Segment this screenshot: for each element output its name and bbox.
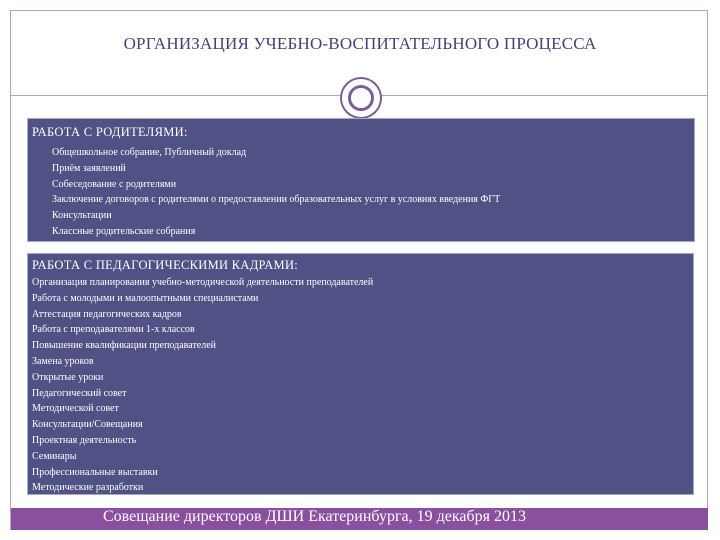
parents-panel <box>27 118 695 242</box>
list-item: Проектная деятельность <box>32 434 137 446</box>
footer-bar <box>11 508 708 530</box>
list-item: Собеседование с родителями <box>52 178 177 190</box>
list-item: Педагогический совет <box>32 387 127 399</box>
divider-left <box>11 95 342 96</box>
footer-text: Совещание директоров ДШИ Екатеринбурга, 19 декабря 2013 <box>103 508 526 525</box>
list-item: Семинары <box>32 450 77 462</box>
list-item: Замена уроков <box>32 355 94 367</box>
list-item: Повышение квалификации преподавателей <box>32 340 217 352</box>
staff-list <box>32 275 373 496</box>
staff-heading: РАБОТА С ПЕДАГОГИЧЕСКИМИ КАДРАМИ: <box>32 258 299 272</box>
parents-list <box>52 145 500 240</box>
list-item: Консультации/Совещания <box>32 419 143 431</box>
list-item: Методические разработки <box>32 482 144 494</box>
list-item: Работа с преподавателями 1-х классов <box>32 324 195 336</box>
staff-panel <box>27 253 694 495</box>
list-item: Открытые уроки <box>32 371 104 383</box>
slide-title: ОРГАНИЗАЦИЯ УЧЕБНО-ВОСПИТАТЕЛЬНОГО ПРОЦЕССА <box>123 34 597 53</box>
list-item: Методической совет <box>32 403 119 415</box>
list-item: Организация планирования учебно-методической деятельности преподавателей <box>32 277 374 288</box>
list-item: Консультации <box>52 210 112 222</box>
list-item: Приём заявлений <box>52 162 126 174</box>
list-item: Заключение договоров с родителями о предоставлении образовательных услуг в условиях введения ФГТ <box>52 194 501 206</box>
list-item: Аттестация педагогических кадров <box>32 308 182 320</box>
parents-heading: РАБОТА С РОДИТЕЛЯМИ: <box>32 125 188 139</box>
divider-right <box>380 95 707 96</box>
list-item: Общешкольное собрание, Публичный доклад <box>52 147 247 158</box>
list-item: Работа с молодыми и малоопытными специалистами <box>32 292 259 304</box>
circle-ornament-icon <box>342 79 380 117</box>
list-item: Профессиональные выставки <box>32 466 158 478</box>
list-item: Классные родительские собрания <box>52 225 196 237</box>
